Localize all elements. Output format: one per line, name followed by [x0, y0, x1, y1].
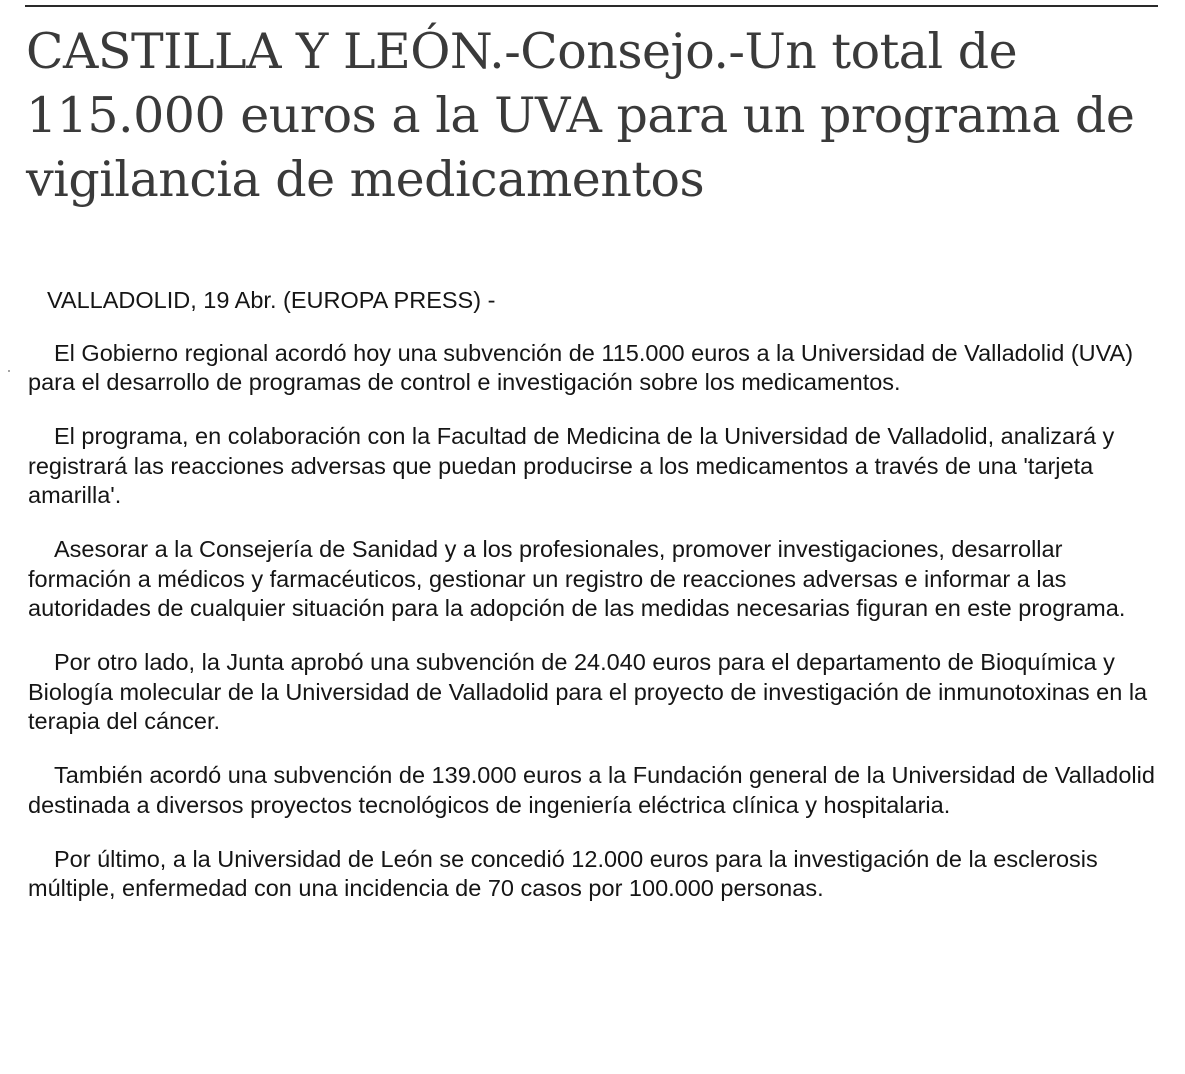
headline: CASTILLA Y LEÓN.-Consejo.-Un total de 115.000 euros a la UVA para un programa de vigilancia de medicamentos [26, 23, 1135, 208]
paragraph: Asesorar a la Consejería de Sanidad y a los profesionales, promover investigaciones, desarrollar formación a médicos y farmacéuticos, gestionar un registro de reacciones adversas e informar a las autoridades de cualquier situación para la adopción de las medidas necesarias figuran en este programa. [28, 536, 1126, 621]
paragraph: El Gobierno regional acordó hoy una subvención de 115.000 euros a la Universidad de Valladolid (UVA) para el desarrollo de programas de control e investigación sobre los medicamentos. [28, 339, 1134, 395]
paragraph: Por otro lado, la Junta aprobó una subvención de 24.040 euros para el departamento de Bioquímica y Biología molecular de la Universidad de Valladolid para el proyecto de investigación de inmunotoxinas en la terapia del cáncer. [28, 649, 1148, 734]
dateline: VALLADOLID, 19 Abr. (EUROPA PRESS) - [47, 287, 496, 313]
top-rule [25, 5, 1158, 7]
article-body [28, 286, 1160, 928]
scan-speck [8, 370, 10, 372]
paragraph: También acordó una subvención de 139.000 euros a la Fundación general de la Universidad de Valladolid destinada a diversos proyectos tecnológicos de ingeniería eléctrica clínica y hospitalaria. [28, 762, 1155, 818]
paragraph: El programa, en colaboración con la Facultad de Medicina de la Universidad de Valladolid, analizará y registrará las reacciones adversas que puedan producirse a los medicamentos a través de una 'tarjeta amarilla'. [28, 423, 1115, 508]
paragraph: Por último, a la Universidad de León se concedió 12.000 euros para la investigación de la esclerosis múltiple, enfermedad con una incidencia de 70 casos por 100.000 personas. [28, 845, 1098, 901]
